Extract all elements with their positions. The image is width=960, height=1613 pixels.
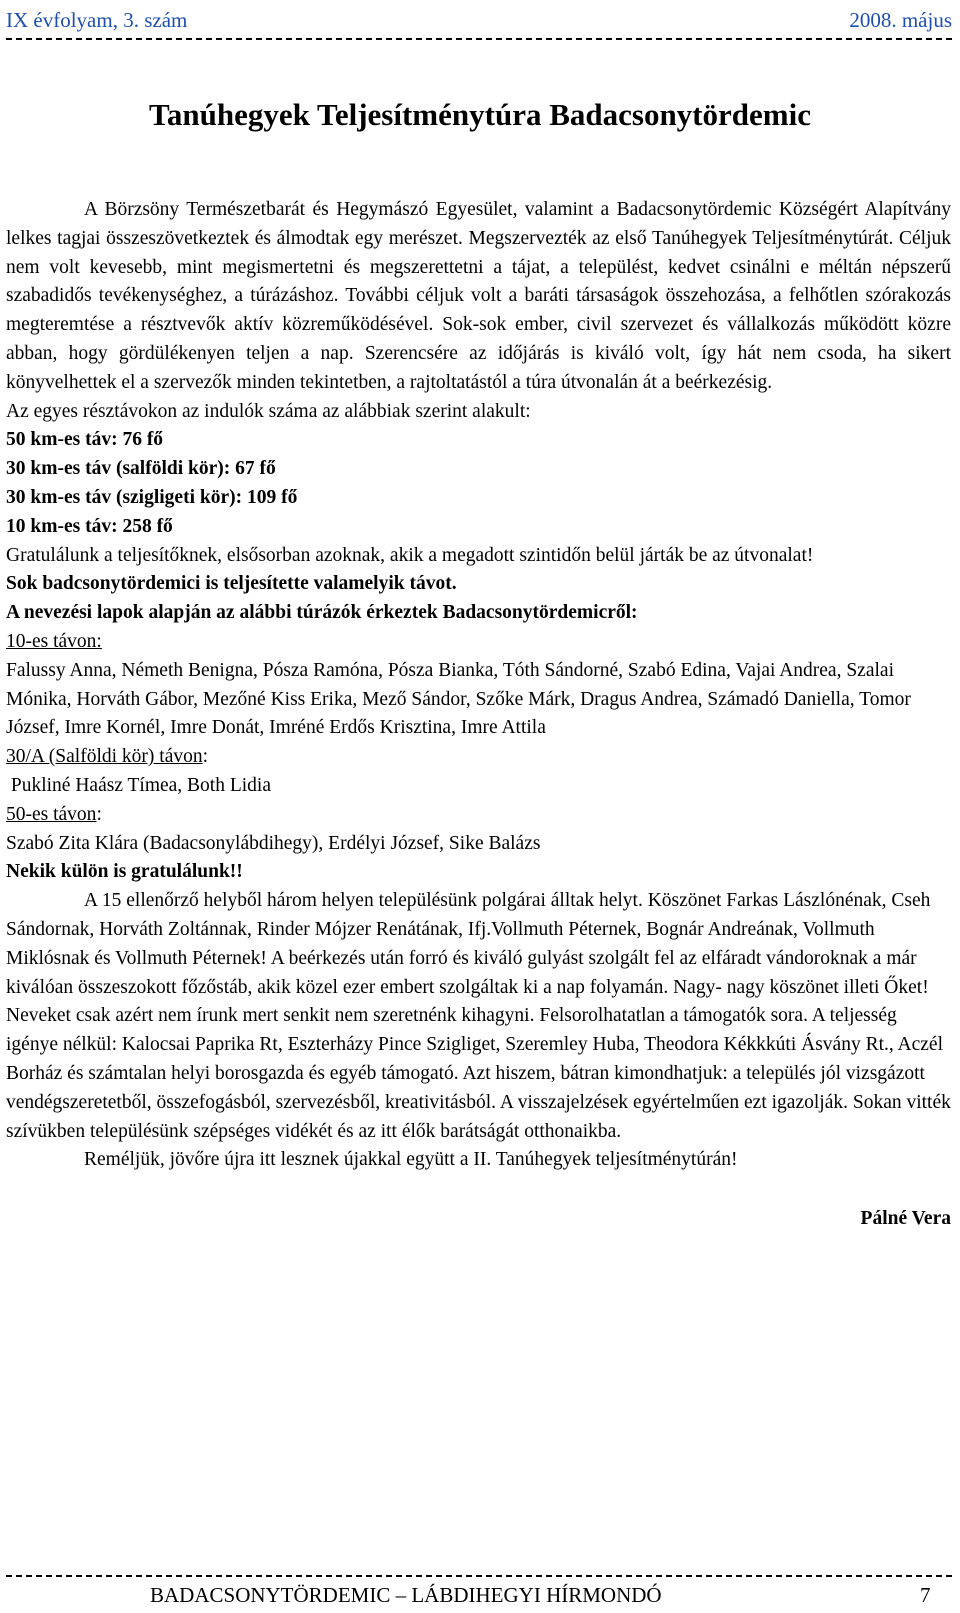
thanks-paragraph [6,887,951,1146]
stat-line: 30 km-es táv (szigligeti kör): 109 fő [6,486,298,508]
special-congrats: Nekik külön is gratulálunk!! [6,861,243,883]
closing-text: Reméljük, jövőre újra itt lesznek újakkal együtt a II. Tanúhegyek teljesítménytúrán! [84,1149,738,1171]
signature: Pálné Vera [860,1208,951,1230]
group-suffix: : [96,803,102,825]
page-footer [0,1581,960,1611]
group-names: Falussy Anna, Németh Benigna, Pósza Ramóna, Pósza Bianka, Tóth Sándorné, Szabó Edina, Vajai Andrea, Szalai Mónika, Horváth Gábor, Mezőné Kiss Erika, Mező Sándor, Szőke Márk, Dragus Andrea, Számadó Daniella, Tomor József, Imre Kornél, Imre Donát, Imréné Erdős Krisztina, Imre Attila [6,659,911,739]
intro-paragraph: A Börzsöny Természetbarát és Hegymászó Egyesület, valamint a Badacsonytördemic Községért Alapítvány lelkes tagjai összeszövetkeztek és álmodtak egy merészet. Megszervezték az első Tanúhegyek Teljesítménytúrát. Céljuk nem volt kevesebb, mint megismertetni és megszerettetni a tájat, a települést, kedvet csinálni e méltán népszerű szabadidős tevékenységhez, a túrázáshoz. További céljuk volt a baráti társaságok összehozása, a felhőtlen szórakozás megteremtése a résztvevők aktív közreműködésével. Sok-sok ember, civil szervezet és vállalkozás működött közre abban, hogy gördülékenyen teljen a nap. Szerencsére az időjárás is kiváló volt, így hát nem csoda, ha sikert könyvelhettek el a szervezők minden tekintetben, a rajtoltatástól a túra útvonalán át a beérkezésig. [6,199,951,393]
group-label: 50-es távon [6,803,97,825]
group-label: 10-es távon: [6,630,102,652]
group-heading [6,801,951,830]
stat-line: 50 km-es táv: 76 fő [6,429,164,451]
article-title: Tanúhegyek Teljesítménytúra Badacsonytördemic [149,97,811,132]
congrats-text: Gratulálunk a teljesítőknek, elsősorban azoknak, akik a megadott szintidőn belül járták be az útvonalat! [6,544,814,566]
list-heading: A nevezési lapok alapján az alábbi túrázók érkeztek Badacsonytördemicről: [6,602,638,624]
page-number: 7 [920,1583,931,1607]
group-names: Pukliné Haász Tímea, Both Lidia [6,774,272,796]
local-note: Sok badcsonytördemici is teljesítette valamelyik távot. [6,573,457,595]
group-suffix: : [202,746,209,768]
issue-date: 2008. május [849,7,952,32]
page-header [6,6,952,34]
stat-line: 10 km-es táv: 258 fő [6,515,173,537]
article-body [6,196,951,1234]
group-heading [6,743,951,772]
stats-intro: Az egyes résztávokon az indulók száma az alábbiak szerint alakult: [6,400,531,422]
stat-line: 30 km-es táv (salföldi kör): 67 fő [6,458,276,480]
header-divider [6,38,952,44]
thanks-text: A 15 ellenőrző helyből három helyen településünk polgárai álltak helyt. Köszönet Farkas Lászlónénak, Cseh Sándornak, Horváth Zoltánnak, Rinder Mójzer Renátának, Ifj.Vollmuth Péternek, Bognár Andreának, Vollmuth Miklósnak és Vollmuth Péternek! A beérkezés után forró és kiváló gulyást szolgált fel az elfáradt vándoroknak a már kiválóan összeszokott főzőstáb, akik közel ezer embert szolgáltak ki a nap folyamán. Nagy- nagy köszönet illeti Őket! Neveket csak azért nem írunk mert senkit nem szeretnénk kihagyni. Felsorolhatatlan a támogatók sora. A teljesség igénye nélkül: Kalocsai Paprika Rt, Eszterházy Pince Szigliget, Szeremley Huba, Theodora Kékkkúti Ásvány Rt., Aczél Borház és számtalan helyi borosgazda és egyéb támogató. Azt hiszem, bátran kimondhatjuk: a település jól vizsgázott vendégszeretetből, összefogásból, szervezésből, kreativitásból. A visszajelzések egyértelműen ezt igazolják. Sokan vitték szívükben településünk szépséges vidékét és az itt élők barátságát otthonaikba. [6,890,951,1142]
group-heading [6,628,951,657]
issue-label: IX évfolyam, 3. szám [6,7,188,32]
group-names: Szabó Zita Klára (Badacsonylábdihegy), Erdélyi József, Sike Balázs [6,832,541,854]
group-label: 30/A (Salföldi kör) távon [6,746,203,768]
footer-title: BADACSONYTÖRDEMIC – LÁBDIHEGYI HÍRMONDÓ [150,1583,662,1607]
